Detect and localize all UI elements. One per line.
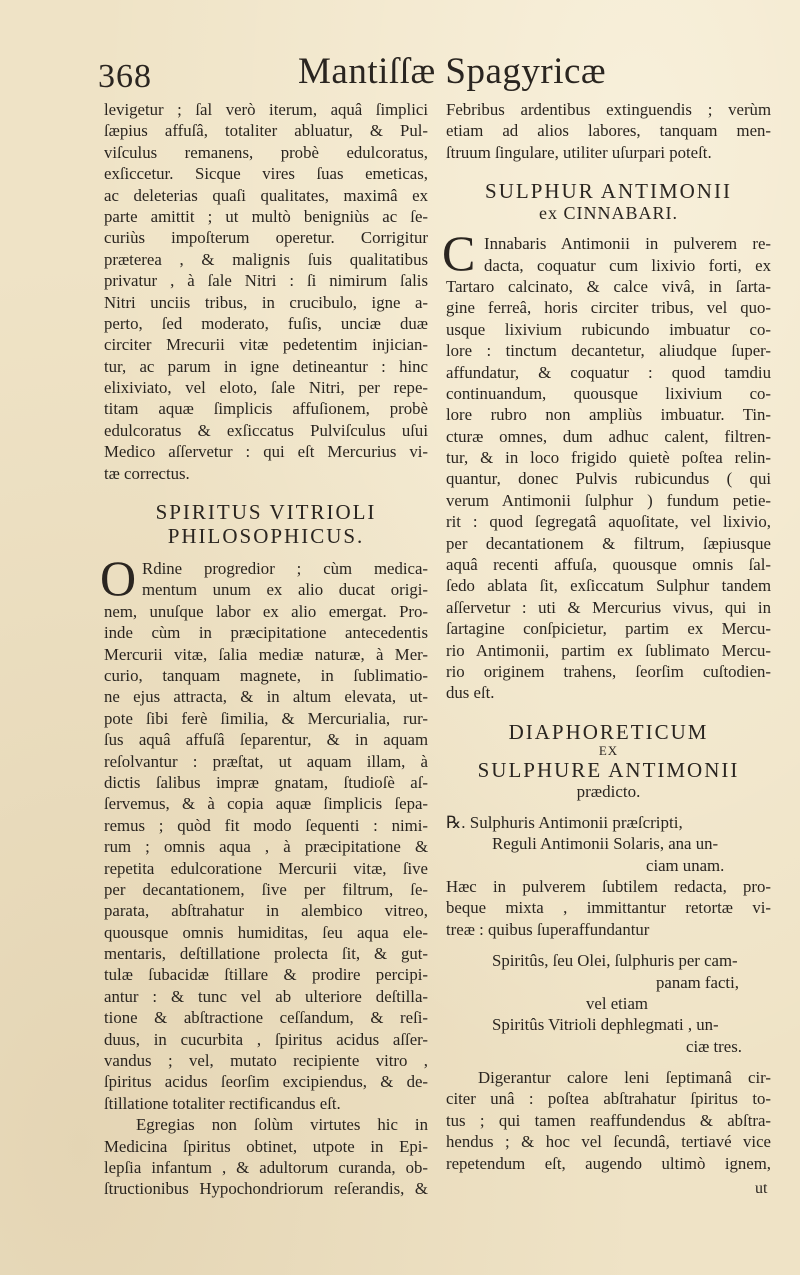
text-line: citer unâ : poſtea abſtrahatur ſpiritus to-: [446, 1089, 771, 1109]
text-line: elixiviato, vel eloto, ſale Nitri, per repe-: [104, 378, 428, 398]
text-line: gine ferreâ, horis circiter tribus, vel quo-: [446, 298, 771, 318]
text-line: remus ; quòd fit modo ſequenti : nimi-: [104, 815, 428, 835]
text-line: duus, in cucurbita , ſpiritus acidus aſſer-: [104, 1029, 428, 1049]
text-line: Egregias non ſolùm virtutes hic in: [136, 1115, 428, 1135]
text-line: Digerantur calore leni ſeptimanâ cir-: [478, 1068, 771, 1088]
text-line: tur, ac parum in igne detineantur : hinc: [104, 356, 428, 376]
text-line: Innabaris Antimonii in pulverem re-: [484, 234, 771, 254]
heading-ex-cinnabari: ex CINNABARI.: [539, 203, 678, 224]
text-line: præterea , & malignis ſuis qualitatibus: [104, 249, 428, 269]
text-line: Nitri unciis tribus, in crucibulo, igne a-: [104, 292, 428, 312]
text-line: repetendum eſt, augendo ultimò ignem,: [446, 1153, 771, 1173]
text-line: titam aquæ ſimplicis affuſionem, probè: [104, 399, 428, 419]
text-line: repetita edulcoratione Mercurii vitæ, ſive: [104, 858, 428, 878]
text-line: Mercurii vitæ, ſalia mediæ naturæ, à Mer-: [104, 644, 428, 664]
text-line: ſpiritus acidus ſeorſim excipiendus, & de-: [104, 1072, 428, 1092]
right-paragraph-3: [446, 876, 771, 940]
text-line: tur, & in loco frigido quietè poſtea relin-: [446, 448, 771, 468]
text-line: tione & abſtractione ceſſandum, & reſi-: [104, 1008, 428, 1028]
text-line: Medicina ſpiritus obtinet, utpote in Epi-: [104, 1136, 428, 1156]
text-line: cturæ omnes, dum adhuc calent, filtren-: [446, 426, 771, 446]
text-line: rio Antimonii, partim ex ſublimato Mercu-: [446, 640, 771, 660]
text-line: Medico aſſervetur : qui eſt Mercurius vi-: [104, 442, 428, 462]
heading-ex: EX: [598, 742, 619, 758]
text-line: Rdine progredior ; cùm medica-: [142, 559, 428, 579]
text-line: tæ correctus.: [104, 463, 190, 483]
text-line: lore : tinctum decantetur, aliudque ſuper-: [446, 341, 771, 361]
text-line: ſus aquâ affuſâ ſeparentur, & in aquam: [104, 730, 428, 750]
text-line: dus eſt.: [446, 683, 495, 703]
text-line: mentum unum ex alio ducat origi-: [142, 580, 428, 600]
text-line: ſtillatione totaliter rectificandus eſt.: [104, 1093, 341, 1113]
recipe-line: ℞. Sulphuris Antimonii præſcripti,: [446, 812, 683, 832]
text-line: antur : & tunc vel ab ulteriore deſtilla-: [104, 986, 428, 1006]
text-line: rit : quod ſegregatâ aquoſitate, vel lixivio,: [446, 512, 771, 532]
spirit-line: ciæ tres.: [686, 1036, 742, 1056]
running-title: Mantiſſæ Spagyricæ: [298, 51, 607, 92]
text-line: etiam ad alios labores, tanquam men-: [446, 121, 771, 141]
text-line: curiùs impoſterum operetur. Corrigitur: [104, 228, 428, 248]
left-paragraph-1: [104, 99, 428, 484]
heading-diaphoreticum: DIAPHORETICUM: [508, 719, 709, 744]
text-line: ſtruum ſingulare, utiliter uſurpari poteſt.: [446, 142, 712, 162]
recipe-line: Reguli Antimonii Solaris, ana un-: [492, 834, 719, 854]
text-line: circiter Mrecurii vitæ pedetentim injician-: [104, 335, 428, 355]
text-line: reſolvantur : præſtat, ut aquam illam, à: [104, 751, 428, 771]
text-line: curio, tanquam magnete, in ſublimatio-: [104, 665, 428, 685]
spirit-line: Spiritûs Vitrioli dephlegmati , un-: [492, 1015, 719, 1035]
text-line: ſedo ablata ſit, exſiccatum Sulphur tandem: [446, 576, 771, 596]
text-line: inde cùm in præcipitatione antecedentis: [104, 623, 428, 643]
text-line: viſculus remanens, probè edulcoratus,: [104, 142, 428, 162]
heading-sulphure-antimonii: SULPHURE ANTIMONII: [477, 757, 740, 782]
text-line: quousque omnis humiditas, ſeu aqua ele-: [104, 922, 428, 942]
text-line: Tartaro calcinato, & calce vivâ, in ſarta-: [446, 276, 771, 296]
text-line: Febribus ardentibus extinguendis ; verùm: [446, 100, 771, 119]
text-line: mentaris, deſtillatione prolecta ſit, & gut-: [104, 944, 428, 964]
recipe-line: ciam unam.: [646, 855, 725, 875]
text-line: Hæc in pulverem ſubtilem redacta, pro-: [446, 876, 771, 896]
text-line: aſſervetur : uti & Mercurius vivus, qui in: [446, 597, 771, 617]
heading-sulphur-antimonii: SULPHUR ANTIMONII: [485, 179, 732, 204]
text-line: tus ; qui tamen reaffundendus & abſtra-: [446, 1110, 771, 1130]
heading-praedicto: prædicto.: [576, 781, 641, 801]
text-line: verum Antimonii ſulphur ) fundum petie-: [446, 490, 771, 510]
text-line: ſervemus, & à copia aquæ ſimplicis ſepa-: [104, 794, 428, 814]
text-line: edulcoratus & exſiccatus Pulviſculus uſui: [104, 420, 428, 440]
heading-philosophicus: PHILOSOPHICUS.: [167, 524, 365, 549]
text-line: hendus ; & hoc vel ſecundâ, tertiavé vice: [446, 1132, 771, 1152]
heading-spiritus-vitrioli: SPIRITUS VITRIOLI: [155, 500, 377, 525]
drop-cap-c: C: [442, 225, 476, 282]
text-line: treæ : quibus ſuperaffundantur: [446, 919, 650, 939]
text-line: rum ; omnis aqua , à præcipitatione &: [104, 837, 428, 857]
text-line: aquâ recenti affuſa, quousque omnis ſal-: [446, 555, 771, 575]
text-line: beque mixta , immittantur retortæ vi-: [446, 898, 771, 918]
drop-cap-o: O: [100, 550, 137, 607]
text-line: vandus ; vel, mutato recipiente vitro ,: [104, 1051, 428, 1071]
text-line: lore rubro non ampliùs imbuatur. Tin-: [446, 405, 771, 425]
text-line: parata, abſtrahatur in alembico vitreo,: [104, 901, 428, 921]
text-line: dictis ſalibus impræ gnatam, ſtudioſè aſ-: [104, 772, 428, 792]
text-line: ne ejus attracta, & in altum elevata, ut-: [104, 687, 428, 707]
text-line: ſæpius affuſâ, totaliter abluatur, & Pul-: [104, 121, 428, 141]
text-line: continuandum, quousque lixivium co-: [446, 383, 771, 403]
spirit-line: vel etiam: [586, 993, 648, 1013]
text-line: pote ſibi ferè ſimilia, & Mercurialia, rur-: [104, 708, 428, 728]
right-paragraph-2: [442, 225, 771, 704]
left-paragraph-3: [104, 1114, 428, 1200]
text-line: per decantationem, ſive per filtrum, ſe-: [104, 879, 428, 899]
text-line: nem, unuſque labor ex alio emergat. Pro-: [104, 601, 428, 621]
text-line: exſiccetur. Sicque vires ſuas emeticas,: [104, 164, 428, 184]
text-line: ac deleterias quaſi qualitates, maximâ ex: [104, 185, 428, 205]
catchword: ut: [755, 1180, 768, 1197]
spirit-line: panam facti,: [656, 972, 739, 992]
left-paragraph-2: [100, 550, 428, 1114]
right-paragraph-1: [446, 99, 771, 163]
left-column: [100, 99, 428, 1200]
text-line: privatur , à ſale Nitri : ſi nimirum ſalis: [104, 271, 428, 291]
spirit-line: Spiritûs, ſeu Olei, ſulphuris per cam-: [492, 951, 738, 971]
text-line: tulæ ſubacidæ ſtillare & prodire percipi-: [104, 965, 428, 985]
text-line: levigetur ; ſal verò iterum, aquâ ſimplici: [104, 100, 428, 119]
text-line: lepſia infantum , & adultorum curanda, ob-: [104, 1157, 428, 1177]
right-paragraph-4: [446, 1067, 771, 1174]
page-number: 368: [98, 58, 152, 95]
right-column: [442, 99, 771, 1174]
text-line: per decantationem & filtrum, ſæpiusque: [446, 533, 771, 553]
text-line: parte amittit ; ut multò benigniùs ac ſe-: [104, 206, 428, 226]
text-line: rio originem trahens, ſeorſim cuſtodien-: [446, 661, 771, 681]
text-line: dacta, coquatur cum lixivio forti, ex: [484, 255, 771, 275]
text-line: ſtructionibus Hypochondriorum reſerandis, &: [104, 1179, 428, 1199]
text-line: quantur, donec Pulvis rubicundus ( qui: [446, 469, 771, 489]
text-line: ſartagine conſpicietur, partim ex Mercu-: [446, 619, 771, 639]
text-line: affundatur, & coquatur : quod tamdiu: [446, 362, 771, 382]
text-line: usque lixivium rubicundo imbuatur co-: [446, 319, 771, 339]
text-line: perto, ſed moderato, fuſis, unciæ duæ: [104, 313, 428, 333]
